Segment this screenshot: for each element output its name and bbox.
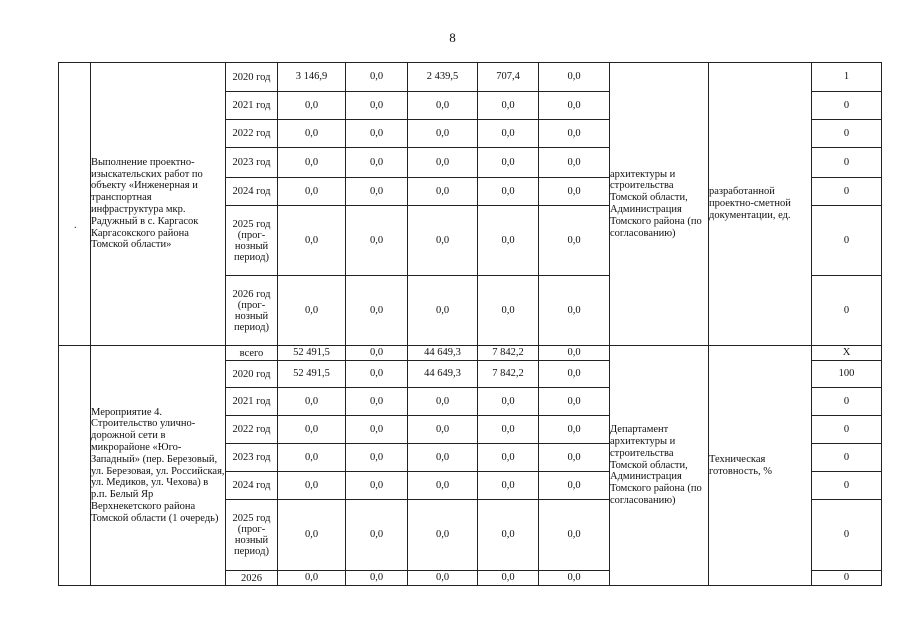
target-value: 0 [812, 148, 882, 178]
funding-value: 0,0 [478, 148, 539, 178]
funding-value: 0,0 [278, 92, 346, 120]
funding-value: 0,0 [278, 571, 346, 586]
funding-value: 0,0 [539, 63, 610, 92]
funding-value: 0,0 [478, 500, 539, 571]
funding-value: 0,0 [278, 444, 346, 472]
funding-value: 707,4 [478, 63, 539, 92]
row-number-cell [59, 63, 91, 346]
funding-value: 0,0 [346, 571, 408, 586]
funding-value: 0,0 [478, 571, 539, 586]
funding-value: 0,0 [539, 444, 610, 472]
funding-value: 0,0 [478, 388, 539, 416]
funding-value: 0,0 [408, 444, 478, 472]
executor-cell: архитектуры и строительства Томской области, Администрация Томского района (по согласованию) [610, 63, 709, 346]
page-number: 8 [449, 30, 456, 45]
funding-value: 0,0 [278, 472, 346, 500]
funding-value: 0,0 [278, 500, 346, 571]
stray-dot: . [74, 220, 77, 231]
target-value: 0 [812, 500, 882, 571]
funding-value: 0,0 [346, 92, 408, 120]
funding-value: 0,0 [408, 500, 478, 571]
year-cell: 2023 год [226, 444, 278, 472]
funding-value: 7 842,2 [478, 361, 539, 388]
funding-value: 0,0 [478, 444, 539, 472]
funding-value: 0,0 [408, 92, 478, 120]
activity-name: Мероприятие 4. Строительство улично-дорожной сети в микрорайоне «Юго-Западный» (пер. Березовый, ул. Березовая, ул. Российская, ул. Медиков, ул. Чехова) в р.п. Белый Яр Верхнекетского района Томской области (1 очередь) [91, 346, 226, 586]
funding-value: 0,0 [346, 346, 408, 361]
year-cell: 2024 год [226, 472, 278, 500]
funding-value: 0,0 [346, 178, 408, 206]
indicator-cell: разработанной проектно-сметной документации, ед. [709, 63, 812, 346]
year-cell: всего [226, 346, 278, 361]
year-cell: 2025 год (прог-нозный период) [226, 206, 278, 276]
target-value: 0 [812, 571, 882, 586]
target-value: 1 [812, 63, 882, 92]
year-cell: 2021 год [226, 388, 278, 416]
year-cell: 2024 год [226, 178, 278, 206]
funding-value: 0,0 [539, 120, 610, 148]
funding-value: 3 146,9 [278, 63, 346, 92]
funding-value: 0,0 [539, 276, 610, 346]
funding-value: 0,0 [539, 346, 610, 361]
funding-value: 44 649,3 [408, 346, 478, 361]
table-row [59, 346, 882, 361]
funding-value: 0,0 [346, 148, 408, 178]
target-value: 0 [812, 206, 882, 276]
year-cell: 2025 год (прог-нозный период) [226, 500, 278, 571]
funding-value: 0,0 [408, 178, 478, 206]
target-value: Х [812, 346, 882, 361]
year-cell: 2022 год [226, 416, 278, 444]
year-cell: 2022 год [226, 120, 278, 148]
funding-value: 0,0 [539, 571, 610, 586]
funding-value: 0,0 [408, 276, 478, 346]
target-value: 0 [812, 178, 882, 206]
row-number-cell [59, 346, 91, 586]
funding-value: 0,0 [408, 388, 478, 416]
funding-value: 0,0 [278, 148, 346, 178]
funding-value: 0,0 [408, 416, 478, 444]
target-value: 0 [812, 416, 882, 444]
funding-value: 44 649,3 [408, 361, 478, 388]
funding-value: 0,0 [346, 500, 408, 571]
funding-value: 0,0 [346, 63, 408, 92]
funding-value: 0,0 [478, 206, 539, 276]
funding-value: 0,0 [539, 178, 610, 206]
funding-value: 0,0 [346, 472, 408, 500]
funding-value: 0,0 [408, 571, 478, 586]
funding-value: 0,0 [278, 276, 346, 346]
indicator-cell: Техническая готовность, % [709, 346, 812, 586]
funding-value: 0,0 [539, 92, 610, 120]
funding-value: 0,0 [346, 444, 408, 472]
funding-value: 0,0 [278, 206, 346, 276]
target-value: 0 [812, 472, 882, 500]
funding-value: 0,0 [539, 361, 610, 388]
funding-value: 7 842,2 [478, 346, 539, 361]
funding-value: 52 491,5 [278, 346, 346, 361]
funding-value: 0,0 [278, 120, 346, 148]
funding-value: 0,0 [408, 148, 478, 178]
table-row [59, 63, 882, 92]
funding-value: 0,0 [278, 416, 346, 444]
target-value: 0 [812, 92, 882, 120]
funding-value: 0,0 [539, 388, 610, 416]
funding-value: 0,0 [478, 472, 539, 500]
funding-value: 0,0 [346, 361, 408, 388]
funding-value: 0,0 [539, 500, 610, 571]
funding-value: 0,0 [346, 388, 408, 416]
funding-value: 0,0 [478, 416, 539, 444]
funding-value: 0,0 [539, 148, 610, 178]
year-cell: 2020 год [226, 361, 278, 388]
target-value: 0 [812, 444, 882, 472]
funding-value: 0,0 [478, 178, 539, 206]
funding-value: 0,0 [346, 416, 408, 444]
year-cell: 2026 год (прог-нозный период) [226, 276, 278, 346]
funding-value: 2 439,5 [408, 63, 478, 92]
funding-value: 0,0 [478, 92, 539, 120]
year-cell: 2021 год [226, 92, 278, 120]
target-value: 100 [812, 361, 882, 388]
funding-value: 0,0 [346, 276, 408, 346]
funding-value: 0,0 [539, 472, 610, 500]
year-cell: 2020 год [226, 63, 278, 92]
funding-value: 0,0 [408, 472, 478, 500]
activity-name: Выполнение проектно-изыскательских работ по объекту «Инженерная и транспортная инфраструктура мкр. Радужный в с. Каргасок Каргасокского района Томской области» [91, 63, 226, 346]
funding-value: 0,0 [346, 120, 408, 148]
funding-value: 0,0 [278, 178, 346, 206]
funding-value: 52 491,5 [278, 361, 346, 388]
funding-value: 0,0 [539, 416, 610, 444]
target-value: 0 [812, 120, 882, 148]
year-cell: 2023 год [226, 148, 278, 178]
program-table [58, 62, 882, 586]
funding-value: 0,0 [478, 120, 539, 148]
funding-value: 0,0 [478, 276, 539, 346]
year-cell: 2026 [226, 571, 278, 586]
funding-value: 0,0 [408, 206, 478, 276]
funding-value: 0,0 [346, 206, 408, 276]
funding-value: 0,0 [539, 206, 610, 276]
funding-value: 0,0 [408, 120, 478, 148]
target-value: 0 [812, 388, 882, 416]
target-value: 0 [812, 276, 882, 346]
executor-cell: Департамент архитектуры и строительства Томской области, Администрация Томского района (по согласованию) [610, 346, 709, 586]
funding-value: 0,0 [278, 388, 346, 416]
